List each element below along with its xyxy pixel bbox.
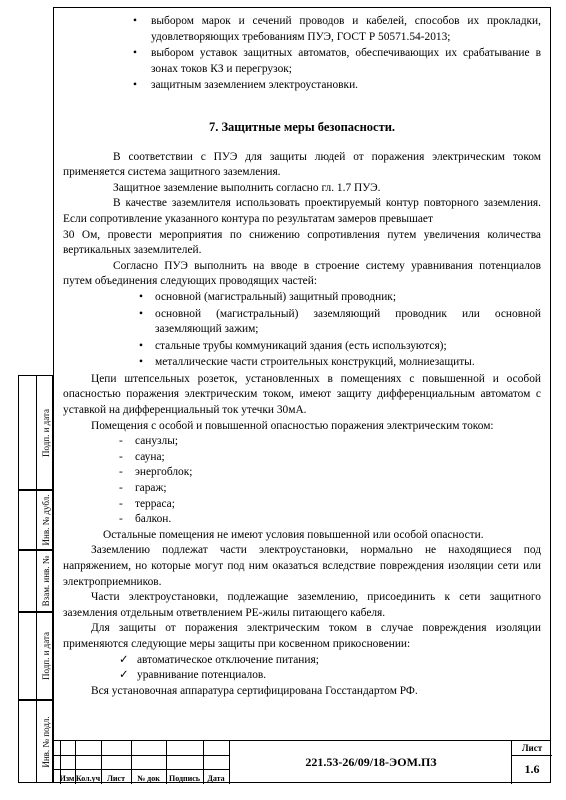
list-item: • основной (магистральный) защитный проводник;	[139, 290, 397, 303]
side-label: Инв. № подл.	[40, 715, 51, 768]
document-code: 221.53-26/09/18-ЭОМ.ПЗ	[229, 741, 512, 784]
side-cell-sign-date-2	[18, 612, 53, 700]
side-label: Подп. и дата	[40, 631, 51, 681]
list-item: - санузлы;	[119, 435, 179, 448]
side-label: Взам. инв. №	[40, 555, 51, 607]
header-date: Дата	[207, 774, 225, 783]
side-stamp	[18, 408, 53, 783]
paragraph: Остальные помещения не имеют условия повышенной или особой опасности.	[103, 528, 484, 541]
list-item: • выбором марок и сечений проводов и кабелей, способов их прокладки, удовлетворяющих требованиям ПУЭ, ГОСТ Р 50571.54-2013;	[133, 15, 541, 43]
paragraph: Защитное заземление выполнить согласно гл. 1.7 ПУЭ.	[113, 181, 381, 194]
list-item: • металлические части строительных конструкций, молниезащиты.	[139, 356, 475, 369]
sheet-label: Лист	[512, 741, 552, 756]
side-cell-orig-inv	[18, 700, 53, 783]
revision-grid	[53, 741, 229, 784]
paragraph: В качестве заземлителя использовать проектируемый контур повторного заземления. Если сопротивление указанного контура по результатам замеров превышает	[63, 197, 541, 225]
list-item: - сауна;	[119, 450, 165, 463]
paragraph: 30 Ом, провести мероприятия по снижению сопротивления путем увеличения количества вертикальных заземлителей.	[63, 228, 541, 257]
header-kol-uch: Кол.уч	[75, 774, 101, 783]
side-cell-replace-inv	[18, 550, 53, 612]
list-item: ✓ автоматическое отключение питания;	[63, 653, 541, 669]
list-item: - гараж;	[119, 482, 167, 495]
paragraph: Цепи штепсельных розеток, установленных в помещениях с повышенной и особой опасностью поражения электрическим током, имеют защиту дифференциальным автоматом с уставкой на дифференциальный ток утечки 30мА.	[63, 372, 541, 417]
top-bullet-list	[63, 14, 541, 94]
section-title: 7. Защитные меры безопасности.	[208, 119, 396, 134]
header-signature: Подпись	[168, 774, 201, 783]
list-item: ✓ уравнивание потенциалов.	[63, 668, 541, 684]
side-cell-dup-inv	[18, 490, 53, 550]
check-list	[63, 653, 541, 684]
document-body	[63, 14, 541, 699]
list-item: • основной (магистральный) заземляющий проводник или основной заземляющий зажим;	[139, 307, 541, 336]
side-cell-sign-date-1	[18, 375, 53, 490]
mid-bullet-list	[63, 290, 541, 371]
check-icon: ✓	[119, 669, 129, 682]
paragraph: В соответствии с ПУЭ для защиты людей от поражения электрическим током применяется система защитного заземления.	[63, 150, 541, 179]
header-izm: Изм	[59, 774, 75, 783]
list-item: - терраса;	[119, 497, 175, 510]
paragraph: Заземлению подлежат части электроустановки, нормально не находящиеся под напряжением, но которые могут под ним оказаться вследствие повреждения изоляции сети или электроприемников.	[63, 544, 541, 588]
paragraph: Вся установочная аппаратура сертифицирована Госстандартом РФ.	[91, 684, 418, 697]
sheet-box	[511, 741, 552, 784]
list-item: • выбором уставок защитных автоматов, обеспечивающих их срабатывание в зонах токов КЗ и перегрузок;	[133, 47, 541, 75]
title-block	[53, 740, 551, 784]
header-doc-no: № док	[137, 774, 160, 783]
side-label: Инв. № дубл.	[40, 494, 51, 546]
list-item: • защитным заземлением электроустановки.	[133, 79, 359, 92]
room-list	[63, 434, 541, 528]
check-icon: ✓	[119, 653, 129, 666]
paragraph: Помещения с особой и повышенной опасностью поражения электрическим током:	[91, 419, 494, 432]
paragraph: Согласно ПУЭ выполнить на вводе в строение систему уравнивания потенциалов путем объединения следующих проводящих частей:	[63, 259, 541, 288]
sheet-number: 1.6	[524, 762, 540, 776]
list-item: - энергоблок;	[119, 466, 193, 479]
paragraph: Части электроустановки, подлежащие заземлению, присоединить к сети защитного заземления отдельным ответвлением PE-жилы питающего кабеля.	[63, 591, 541, 619]
header-list: Лист	[106, 774, 126, 783]
list-item: - балкон.	[119, 513, 172, 526]
side-label: Подп. и дата	[40, 408, 51, 457]
paragraph: Для защиты от поражения электрическим током в случае повреждения изоляции применяются следующие меры защиты при косвенном прикосновении:	[63, 622, 541, 650]
list-item: • стальные трубы коммуникаций здания (есть используются);	[139, 339, 447, 352]
